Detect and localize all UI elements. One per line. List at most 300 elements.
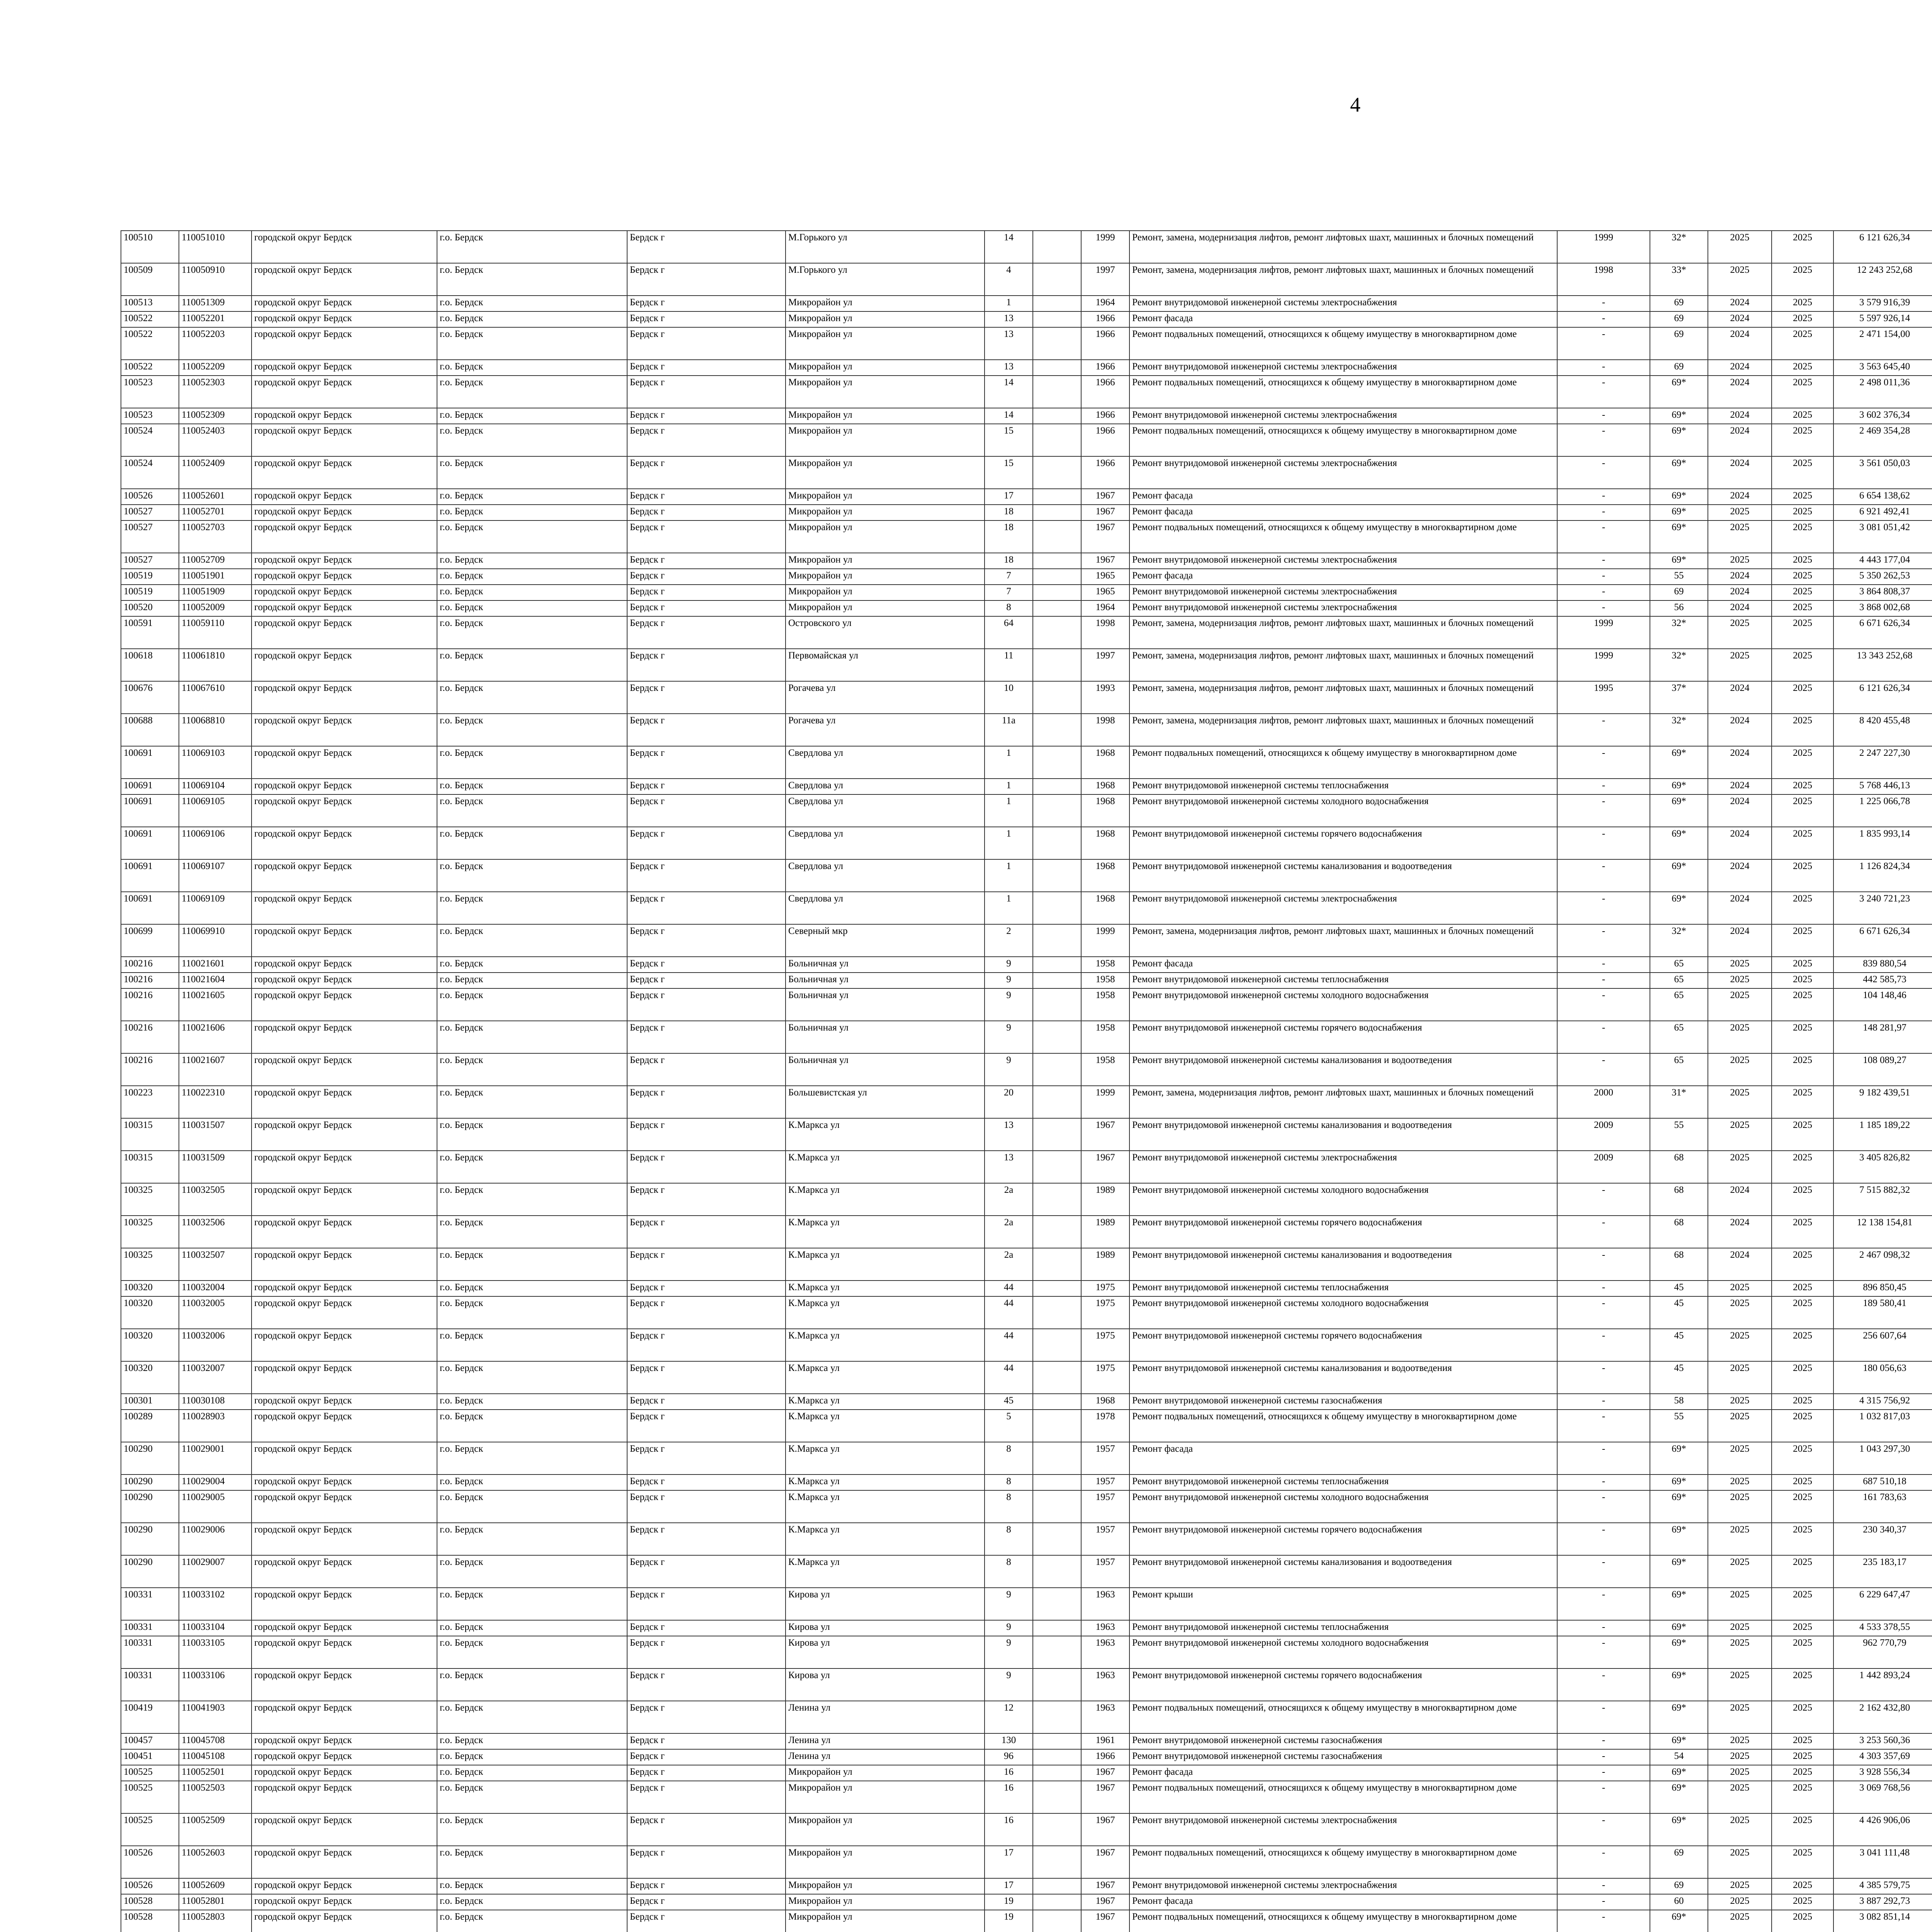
table-cell: Ремонт внутридомовой инженерной системы холодного водоснабжения: [1129, 988, 1557, 1021]
table-cell: 1997: [1081, 263, 1129, 296]
table-cell: 45: [985, 1394, 1033, 1410]
table-cell: 100519: [121, 569, 179, 585]
table-row: [121, 1490, 1932, 1523]
table-cell: К.Маркса ул: [786, 1281, 985, 1296]
table-cell: 110021604: [179, 973, 252, 988]
table-cell: 235 183,17: [1833, 1555, 1932, 1588]
table-cell: Бердск г: [627, 1442, 786, 1475]
table-cell: 100301: [121, 1394, 179, 1410]
table-cell: 100691: [121, 779, 179, 794]
table-cell: -: [1557, 376, 1650, 408]
table-cell: [1033, 1021, 1081, 1053]
table-cell: -: [1557, 296, 1650, 311]
table-cell: г.о. Бердск: [437, 1733, 627, 1749]
table-cell: 9 182 439,51: [1833, 1086, 1932, 1118]
table-cell: К.Маркса ул: [786, 1523, 985, 1555]
table-cell: 2024: [1708, 327, 1772, 360]
table-cell: городской округ Бердск: [252, 505, 437, 520]
table-cell: 2025: [1772, 489, 1833, 505]
table-cell: 44: [985, 1296, 1033, 1329]
page-number: 4: [1350, 93, 1361, 116]
table-cell: г.о. Бердск: [437, 1555, 627, 1588]
table-cell: 2025: [1772, 1248, 1833, 1281]
table-cell: 18: [985, 553, 1033, 569]
table-row: [121, 681, 1932, 714]
table-cell: Ремонт подвальных помещений, относящихся к общему имуществу в многоквартирном доме: [1129, 746, 1557, 779]
table-cell: 14: [985, 376, 1033, 408]
table-cell: -: [1557, 1361, 1650, 1394]
table-cell: 2025: [1772, 1894, 1833, 1910]
table-cell: -: [1557, 1394, 1650, 1410]
table-cell: 2024: [1708, 569, 1772, 585]
table-cell: 110045708: [179, 1733, 252, 1749]
table-cell: 2025: [1772, 827, 1833, 859]
table-cell: 100527: [121, 520, 179, 553]
table-row: [121, 1118, 1932, 1151]
table-cell: 44: [985, 1361, 1033, 1394]
table-cell: г.о. Бердск: [437, 616, 627, 649]
table-cell: 2025: [1772, 1555, 1833, 1588]
table-cell: 2025: [1772, 746, 1833, 779]
table-cell: 110029001: [179, 1442, 252, 1475]
table-cell: городской округ Бердск: [252, 681, 437, 714]
table-row: [121, 988, 1932, 1021]
table-row: [121, 376, 1932, 408]
table-cell: Больничная ул: [786, 957, 985, 973]
table-cell: 100528: [121, 1894, 179, 1910]
table-cell: 2025: [1708, 1878, 1772, 1894]
table-cell: 230 340,37: [1833, 1523, 1932, 1555]
table-cell: [1033, 1490, 1081, 1523]
table-cell: 4 533 378,55: [1833, 1620, 1932, 1636]
table-cell: 37*: [1650, 681, 1708, 714]
table-cell: 100519: [121, 585, 179, 600]
table-cell: 1966: [1081, 376, 1129, 408]
table-cell: 68: [1650, 1151, 1708, 1183]
table-cell: Бердск г: [627, 1118, 786, 1151]
table-cell: К.Маркса ул: [786, 1490, 985, 1523]
table-cell: Бердск г: [627, 1361, 786, 1394]
table-cell: 1967: [1081, 1894, 1129, 1910]
table-cell: [1033, 859, 1081, 892]
table-cell: 9: [985, 988, 1033, 1021]
table-cell: [1033, 1410, 1081, 1442]
table-cell: 2025: [1772, 1475, 1833, 1490]
table-cell: 100691: [121, 746, 179, 779]
table-cell: Ремонт подвальных помещений, относящихся к общему имуществу в многоквартирном доме: [1129, 1781, 1557, 1813]
table-cell: Ремонт внутридомовой инженерной системы горячего водоснабжения: [1129, 827, 1557, 859]
table-cell: Ремонт подвальных помещений, относящихся к общему имуществу в многоквартирном доме: [1129, 327, 1557, 360]
table-cell: 2024: [1708, 311, 1772, 327]
table-row: [121, 1668, 1932, 1701]
table-cell: 110031509: [179, 1151, 252, 1183]
table-cell: [1033, 746, 1081, 779]
table-cell: -: [1557, 1555, 1650, 1588]
table-cell: 12 138 154,81: [1833, 1216, 1932, 1248]
table-row: [121, 1410, 1932, 1442]
table-cell: Ремонт внутридомовой инженерной системы горячего водоснабжения: [1129, 1021, 1557, 1053]
table-cell: 1958: [1081, 973, 1129, 988]
table-cell: 110029006: [179, 1523, 252, 1555]
table-cell: 3 928 556,34: [1833, 1765, 1932, 1781]
table-cell: 18: [985, 505, 1033, 520]
table-cell: 100522: [121, 311, 179, 327]
table-cell: Островского ул: [786, 616, 985, 649]
table-cell: 12: [985, 1701, 1033, 1733]
table-cell: 17: [985, 489, 1033, 505]
table-cell: 110032506: [179, 1216, 252, 1248]
table-cell: Микрорайон ул: [786, 1894, 985, 1910]
table-cell: К.Маркса ул: [786, 1183, 985, 1216]
table-cell: Бердск г: [627, 311, 786, 327]
table-cell: 2025: [1772, 585, 1833, 600]
table-cell: 2025: [1772, 311, 1833, 327]
table-cell: 2025: [1708, 1361, 1772, 1394]
table-row: [121, 1442, 1932, 1475]
table-cell: 9: [985, 1668, 1033, 1701]
table-cell: 15: [985, 424, 1033, 456]
table-cell: [1033, 263, 1081, 296]
table-cell: 100524: [121, 424, 179, 456]
table-cell: Бердск г: [627, 1490, 786, 1523]
table-cell: 5 597 926,14: [1833, 311, 1932, 327]
table-cell: К.Маркса ул: [786, 1394, 985, 1410]
table-cell: 1998: [1557, 263, 1650, 296]
table-row: [121, 231, 1932, 263]
table-row: [121, 1588, 1932, 1620]
table-row: [121, 859, 1932, 892]
table-cell: 68: [1650, 1183, 1708, 1216]
table-cell: 100325: [121, 1216, 179, 1248]
table-cell: 2025: [1772, 1361, 1833, 1394]
table-cell: 2а: [985, 1248, 1033, 1281]
table-cell: Микрорайон ул: [786, 1878, 985, 1894]
table-cell: -: [1557, 794, 1650, 827]
table-cell: 9: [985, 1588, 1033, 1620]
table-cell: [1033, 1361, 1081, 1394]
table-cell: 9: [985, 973, 1033, 988]
table-cell: 69*: [1650, 1813, 1708, 1846]
table-cell: г.о. Бердск: [437, 779, 627, 794]
table-cell: 3 081 051,42: [1833, 520, 1932, 553]
table-cell: 69: [1650, 585, 1708, 600]
table-cell: Ремонт внутридомовой инженерной системы канализования и водоотведения: [1129, 1118, 1557, 1151]
table-cell: 2025: [1708, 1053, 1772, 1086]
table-cell: 110032007: [179, 1361, 252, 1394]
table-cell: 100320: [121, 1281, 179, 1296]
table-cell: Ремонт фасада: [1129, 569, 1557, 585]
table-cell: 11а: [985, 714, 1033, 746]
table-cell: 100331: [121, 1588, 179, 1620]
table-cell: городской округ Бердск: [252, 714, 437, 746]
table-cell: 13: [985, 311, 1033, 327]
table-cell: Большевистская ул: [786, 1086, 985, 1118]
table-cell: 2025: [1772, 681, 1833, 714]
table-cell: 2025: [1772, 600, 1833, 616]
table-cell: 1967: [1081, 1878, 1129, 1894]
table-cell: 110051901: [179, 569, 252, 585]
table-cell: 100525: [121, 1813, 179, 1846]
table-cell: [1033, 1620, 1081, 1636]
table-cell: -: [1557, 1475, 1650, 1490]
table-cell: 110052009: [179, 600, 252, 616]
table-cell: 9: [985, 1636, 1033, 1668]
table-cell: [1033, 1053, 1081, 1086]
table-cell: Бердск г: [627, 569, 786, 585]
table-cell: Ремонт внутридомовой инженерной системы канализования и водоотведения: [1129, 1555, 1557, 1588]
table-row: [121, 616, 1932, 649]
table-cell: городской округ Бердск: [252, 263, 437, 296]
table-cell: 100618: [121, 649, 179, 681]
table-cell: 1 225 066,78: [1833, 794, 1932, 827]
table-row: [121, 553, 1932, 569]
table-cell: 110033104: [179, 1620, 252, 1636]
table-cell: 1967: [1081, 1151, 1129, 1183]
table-cell: 2009: [1557, 1118, 1650, 1151]
table-cell: 161 783,63: [1833, 1490, 1932, 1523]
table-cell: 2025: [1708, 1636, 1772, 1668]
table-cell: 8: [985, 1490, 1033, 1523]
table-cell: 100691: [121, 859, 179, 892]
table-cell: городской округ Бердск: [252, 520, 437, 553]
table-cell: 100320: [121, 1329, 179, 1361]
table-cell: -: [1557, 1620, 1650, 1636]
table-cell: 2025: [1708, 231, 1772, 263]
table-cell: [1033, 1878, 1081, 1894]
table-cell: [1033, 973, 1081, 988]
table-cell: 110033105: [179, 1636, 252, 1668]
table-cell: 69*: [1650, 794, 1708, 827]
table-cell: 2025: [1772, 1668, 1833, 1701]
table-row: [121, 1555, 1932, 1588]
table-cell: [1033, 1248, 1081, 1281]
table-row: [121, 585, 1932, 600]
table-cell: 1989: [1081, 1248, 1129, 1281]
table-cell: городской округ Бердск: [252, 231, 437, 263]
table-cell: -: [1557, 1668, 1650, 1701]
table-cell: Бердск г: [627, 1765, 786, 1781]
table-cell: [1033, 327, 1081, 360]
table-row: [121, 1329, 1932, 1361]
table-cell: [1033, 1329, 1081, 1361]
table-cell: [1033, 1733, 1081, 1749]
table-cell: г.о. Бердск: [437, 520, 627, 553]
table-cell: [1033, 360, 1081, 376]
table-cell: Бердск г: [627, 1749, 786, 1765]
table-cell: [1033, 714, 1081, 746]
table-cell: [1033, 1555, 1081, 1588]
table-cell: Кирова ул: [786, 1620, 985, 1636]
table-cell: Микрорайон ул: [786, 505, 985, 520]
table-cell: 2025: [1772, 327, 1833, 360]
table-cell: Бердск г: [627, 924, 786, 957]
table-cell: городской округ Бердск: [252, 1394, 437, 1410]
table-cell: 2024: [1708, 779, 1772, 794]
table-cell: Ремонт внутридомовой инженерной системы горячего водоснабжения: [1129, 1523, 1557, 1555]
table-cell: Бердск г: [627, 1216, 786, 1248]
table-cell: 45: [1650, 1361, 1708, 1394]
capital-repair-table: [121, 230, 1932, 1932]
table-cell: г.о. Бердск: [437, 1781, 627, 1813]
table-cell: городской округ Бердск: [252, 1846, 437, 1878]
table-cell: 12 243 252,68: [1833, 263, 1932, 296]
table-cell: 100331: [121, 1668, 179, 1701]
table-cell: 100527: [121, 553, 179, 569]
table-cell: 65: [1650, 1053, 1708, 1086]
table-cell: 1998: [1081, 714, 1129, 746]
table-cell: Кирова ул: [786, 1668, 985, 1701]
table-cell: 2025: [1708, 1021, 1772, 1053]
table-cell: г.о. Бердск: [437, 1701, 627, 1733]
table-cell: -: [1557, 1021, 1650, 1053]
table-cell: -: [1557, 1878, 1650, 1894]
table-cell: 2025: [1708, 520, 1772, 553]
table-cell: 110029005: [179, 1490, 252, 1523]
table-cell: [1033, 924, 1081, 957]
table-cell: 148 281,97: [1833, 1021, 1932, 1053]
table-cell: -: [1557, 1749, 1650, 1765]
table-cell: 2024: [1708, 489, 1772, 505]
table-cell: г.о. Бердск: [437, 1118, 627, 1151]
table-cell: Бердск г: [627, 1894, 786, 1910]
table-cell: 110021605: [179, 988, 252, 1021]
table-cell: 2025: [1772, 924, 1833, 957]
table-cell: [1033, 1183, 1081, 1216]
table-cell: 20: [985, 1086, 1033, 1118]
table-cell: 69*: [1650, 553, 1708, 569]
table-cell: Бердск г: [627, 1733, 786, 1749]
table-cell: г.о. Бердск: [437, 1248, 627, 1281]
table-cell: 2025: [1708, 616, 1772, 649]
table-cell: городской округ Бердск: [252, 1701, 437, 1733]
table-cell: 100526: [121, 1846, 179, 1878]
table-cell: г.о. Бердск: [437, 424, 627, 456]
table-cell: г.о. Бердск: [437, 1442, 627, 1475]
table-cell: 3 405 826,82: [1833, 1151, 1932, 1183]
table-cell: 110052403: [179, 424, 252, 456]
table-cell: 68: [1650, 1216, 1708, 1248]
table-cell: 1975: [1081, 1281, 1129, 1296]
table-cell: 1961: [1081, 1733, 1129, 1749]
table-cell: 1966: [1081, 456, 1129, 489]
table-cell: Ремонт внутридомовой инженерной системы теплоснабжения: [1129, 779, 1557, 794]
table-cell: 6 671 626,34: [1833, 924, 1932, 957]
table-cell: 2а: [985, 1216, 1033, 1248]
table-cell: Ремонт внутридомовой инженерной системы холодного водоснабжения: [1129, 794, 1557, 827]
table-cell: 2025: [1708, 973, 1772, 988]
table-cell: [1033, 779, 1081, 794]
table-cell: Бердск г: [627, 892, 786, 924]
table-cell: 2025: [1708, 1118, 1772, 1151]
table-cell: Ремонт фасада: [1129, 957, 1557, 973]
table-cell: 2024: [1708, 376, 1772, 408]
table-cell: [1033, 1910, 1081, 1932]
table-row: [121, 746, 1932, 779]
table-cell: 2025: [1772, 1636, 1833, 1668]
table-cell: 1995: [1557, 681, 1650, 714]
table-cell: -: [1557, 553, 1650, 569]
table-cell: 69*: [1650, 1523, 1708, 1555]
table-cell: -: [1557, 327, 1650, 360]
table-cell: Ремонт внутридомовой инженерной системы теплоснабжения: [1129, 1281, 1557, 1296]
table-cell: 1964: [1081, 600, 1129, 616]
table-cell: 2024: [1708, 600, 1772, 616]
table-cell: 100331: [121, 1636, 179, 1668]
table-cell: Ремонт, замена, модернизация лифтов, ремонт лифтовых шахт, машинных и блочных помещений: [1129, 231, 1557, 263]
table-cell: 100528: [121, 1910, 179, 1932]
table-cell: 110052703: [179, 520, 252, 553]
table-cell: 2025: [1772, 957, 1833, 973]
table-row: [121, 520, 1932, 553]
table-cell: 69: [1650, 311, 1708, 327]
table-cell: Ремонт внутридомовой инженерной системы электроснабжения: [1129, 1151, 1557, 1183]
table-cell: [1033, 827, 1081, 859]
table-cell: 69*: [1650, 859, 1708, 892]
table-cell: 1: [985, 859, 1033, 892]
table-cell: городской округ Бердск: [252, 1021, 437, 1053]
table-row: [121, 1765, 1932, 1781]
table-cell: городской округ Бердск: [252, 1151, 437, 1183]
table-cell: 100315: [121, 1151, 179, 1183]
table-cell: 110069104: [179, 779, 252, 794]
table-cell: 58: [1650, 1394, 1708, 1410]
table-cell: Бердск г: [627, 1183, 786, 1216]
table-cell: г.о. Бердск: [437, 553, 627, 569]
table-row: [121, 296, 1932, 311]
table-cell: городской округ Бердск: [252, 585, 437, 600]
table-cell: 9: [985, 1053, 1033, 1086]
table-cell: Больничная ул: [786, 1021, 985, 1053]
table-row: [121, 1910, 1932, 1932]
table-cell: 4 303 357,69: [1833, 1749, 1932, 1765]
table-cell: 1966: [1081, 311, 1129, 327]
table-cell: Ремонт крыши: [1129, 1588, 1557, 1620]
table-cell: 2025: [1772, 649, 1833, 681]
table-cell: Бердск г: [627, 746, 786, 779]
table-cell: 3 864 808,37: [1833, 585, 1932, 600]
table-cell: 2025: [1772, 1701, 1833, 1733]
table-cell: 32*: [1650, 714, 1708, 746]
table-cell: городской округ Бердск: [252, 376, 437, 408]
table-cell: -: [1557, 585, 1650, 600]
table-cell: Ремонт подвальных помещений, относящихся к общему имуществу в многоквартирном доме: [1129, 376, 1557, 408]
table-cell: 100290: [121, 1490, 179, 1523]
table-cell: г.о. Бердск: [437, 231, 627, 263]
table-cell: 44: [985, 1281, 1033, 1296]
table-cell: 3 041 111,48: [1833, 1846, 1932, 1878]
table-cell: 6 121 626,34: [1833, 681, 1932, 714]
table-cell: 100315: [121, 1118, 179, 1151]
table-cell: Бердск г: [627, 1668, 786, 1701]
table-cell: 1957: [1081, 1475, 1129, 1490]
table-cell: Ремонт внутридомовой инженерной системы горячего водоснабжения: [1129, 1329, 1557, 1361]
table-cell: Ремонт внутридомовой инженерной системы холодного водоснабжения: [1129, 1490, 1557, 1523]
table-row: [121, 714, 1932, 746]
table-cell: Микрорайон ул: [786, 600, 985, 616]
table-cell: 2 467 098,32: [1833, 1248, 1932, 1281]
table-cell: Ремонт, замена, модернизация лифтов, ремонт лифтовых шахт, машинных и блочных помещений: [1129, 263, 1557, 296]
table-cell: городской округ Бердск: [252, 1765, 437, 1781]
table-cell: 2024: [1708, 456, 1772, 489]
table-cell: г.о. Бердск: [437, 1021, 627, 1053]
table-cell: Ремонт внутридомовой инженерной системы электроснабжения: [1129, 456, 1557, 489]
table-cell: Бердск г: [627, 1813, 786, 1846]
table-row: [121, 1846, 1932, 1878]
table-cell: городской округ Бердск: [252, 1733, 437, 1749]
table-row: [121, 1878, 1932, 1894]
table-cell: городской округ Бердск: [252, 456, 437, 489]
table-cell: 55: [1650, 1410, 1708, 1442]
